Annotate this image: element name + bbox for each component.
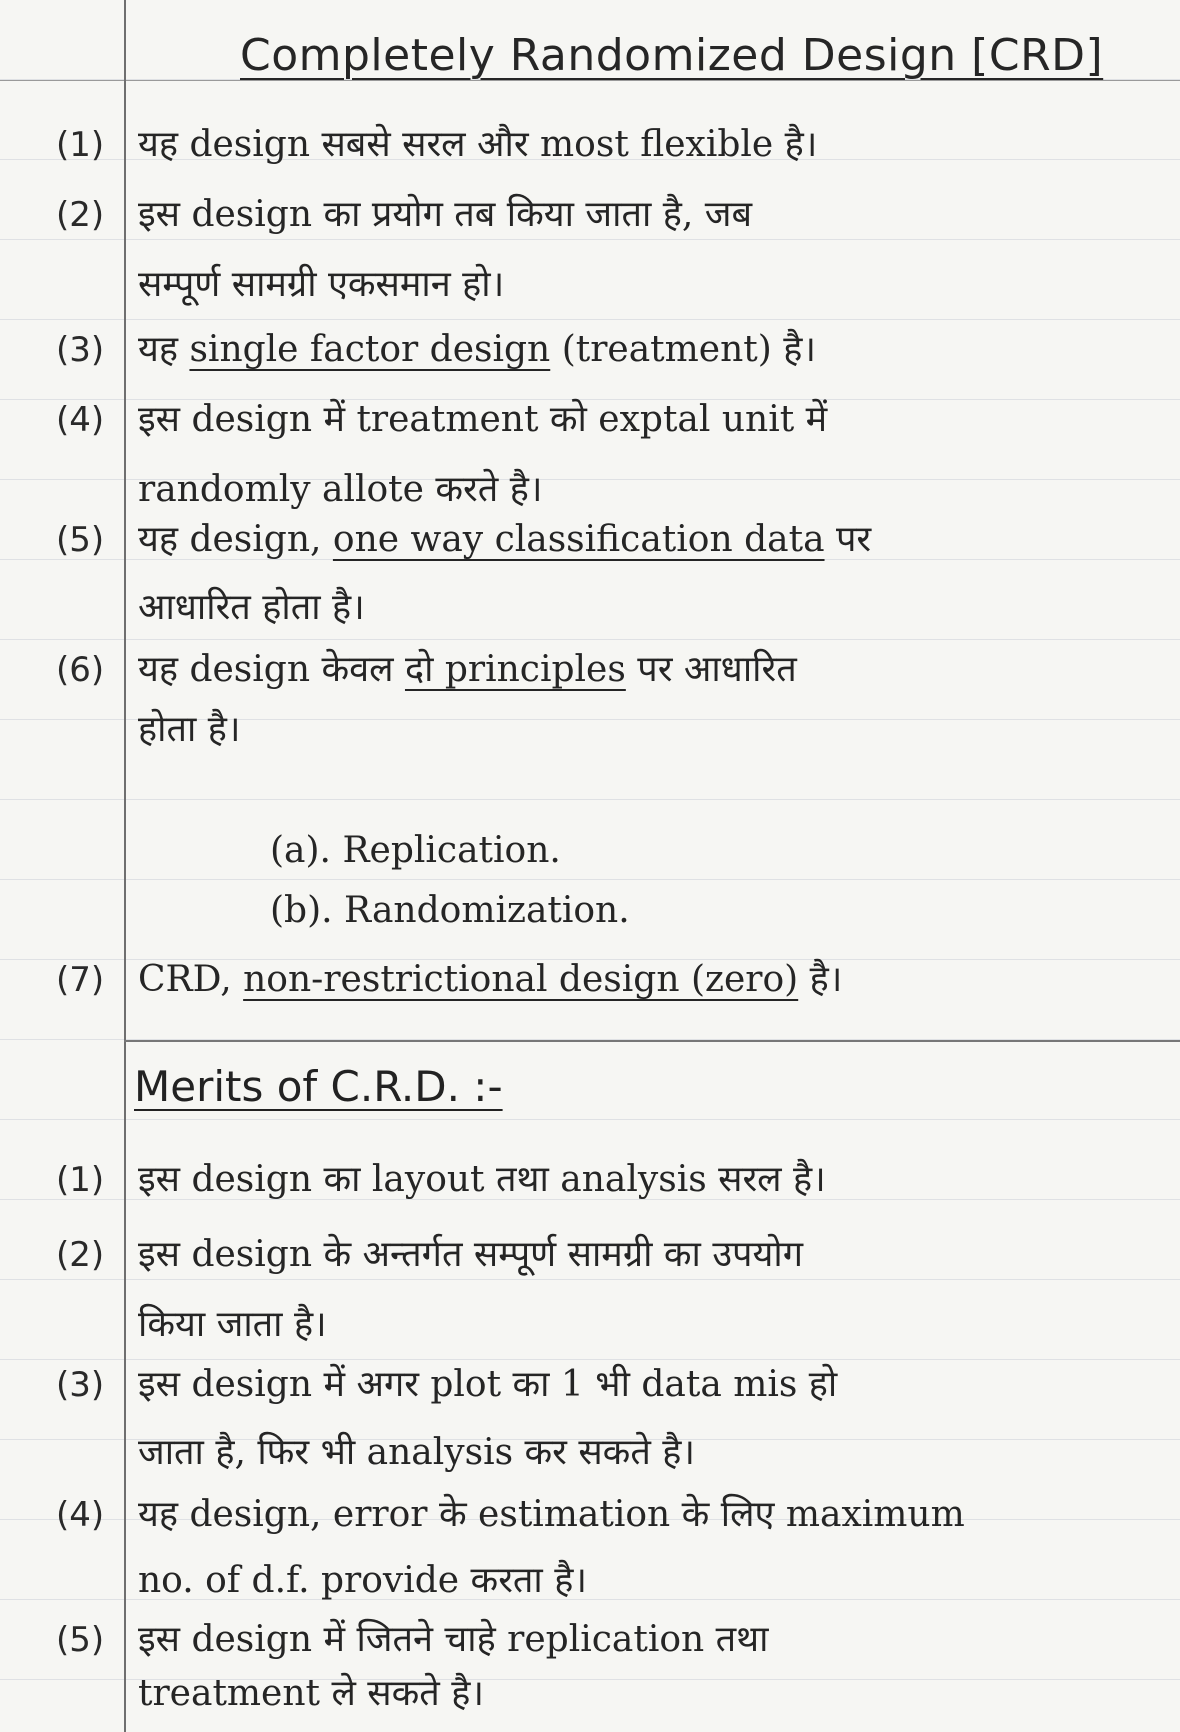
point-text	[138, 640, 1168, 700]
point-text-post: (treatment) है।	[550, 329, 816, 370]
principle-randomization: (b). Randomization.	[270, 890, 630, 931]
point-text	[138, 510, 1168, 570]
point-text-post: है।	[798, 959, 843, 1000]
point-number: (2)	[56, 195, 105, 235]
point-text-cont: होता है।	[138, 709, 241, 750]
principle-replication: (a). Replication.	[270, 830, 561, 871]
merits-heading: Merits of C.R.D. :-	[134, 1062, 503, 1111]
merit-text-cont: no. of d.f. provide करता है।	[138, 1560, 587, 1601]
point-text-post: पर	[824, 519, 872, 560]
merit-text: इस design में जितने चाहे replication तथा	[138, 1619, 769, 1660]
point-number: (3)	[56, 330, 105, 370]
merit-number: (5)	[56, 1620, 105, 1660]
merit-number: (2)	[56, 1235, 105, 1275]
point-text-underlined: one way classification data	[332, 519, 825, 560]
point-text-cont: आधारित होता है।	[138, 587, 365, 628]
merit-text: इस design का layout तथा analysis सरल है।	[138, 1159, 826, 1200]
point-number: (4)	[56, 400, 105, 440]
point-text-pre: यह design केवल	[138, 649, 405, 690]
section-divider	[124, 1040, 1180, 1042]
point-text-cont: सम्पूर्ण सामग्री एकसमान हो।	[138, 264, 505, 305]
merit-text-cont: treatment ले सकते है।	[138, 1673, 485, 1714]
merit-text-cont: जाता है, फिर भी analysis कर सकते है।	[138, 1432, 696, 1473]
point-text: यह design सबसे सरल और most flexible है।	[138, 124, 818, 165]
point-text-pre: यह design,	[138, 519, 333, 560]
margin-line	[124, 0, 126, 1732]
point-text-cont: randomly allote करते है।	[138, 469, 543, 510]
point-text: इस design का प्रयोग तब किया जाता है, जब	[138, 194, 753, 235]
point-text-underlined: दो principles	[404, 649, 626, 690]
merit-number: (3)	[56, 1365, 105, 1405]
merit-text: यह design, error के estimation के लिए maximum	[138, 1494, 965, 1535]
point-text-underlined: non-restrictional design (zero)	[243, 959, 799, 1000]
merit-text: इस design के अन्तर्गत सम्पूर्ण सामग्री का उपयोग	[138, 1234, 803, 1275]
point-text	[138, 950, 1168, 1010]
merit-text: इस design में अगर plot का 1 भी data mis हो	[138, 1364, 838, 1405]
point-text-pre: यह	[138, 329, 190, 370]
page-title: Completely Randomized Design [CRD]	[240, 30, 1104, 81]
merit-text-cont: किया जाता है।	[138, 1304, 327, 1345]
point-number: (1)	[56, 125, 105, 165]
point-number: (5)	[56, 520, 105, 560]
point-text-underlined: single factor design	[189, 329, 551, 370]
point-text-pre: CRD,	[138, 959, 244, 1000]
point-number: (6)	[56, 650, 105, 690]
merit-number: (1)	[56, 1160, 105, 1200]
point-number: (7)	[56, 960, 105, 1000]
merit-number: (4)	[56, 1495, 105, 1535]
point-text: इस design में treatment को exptal unit में	[138, 399, 828, 440]
point-text	[138, 320, 1168, 380]
point-text-post: पर आधारित	[625, 649, 797, 690]
